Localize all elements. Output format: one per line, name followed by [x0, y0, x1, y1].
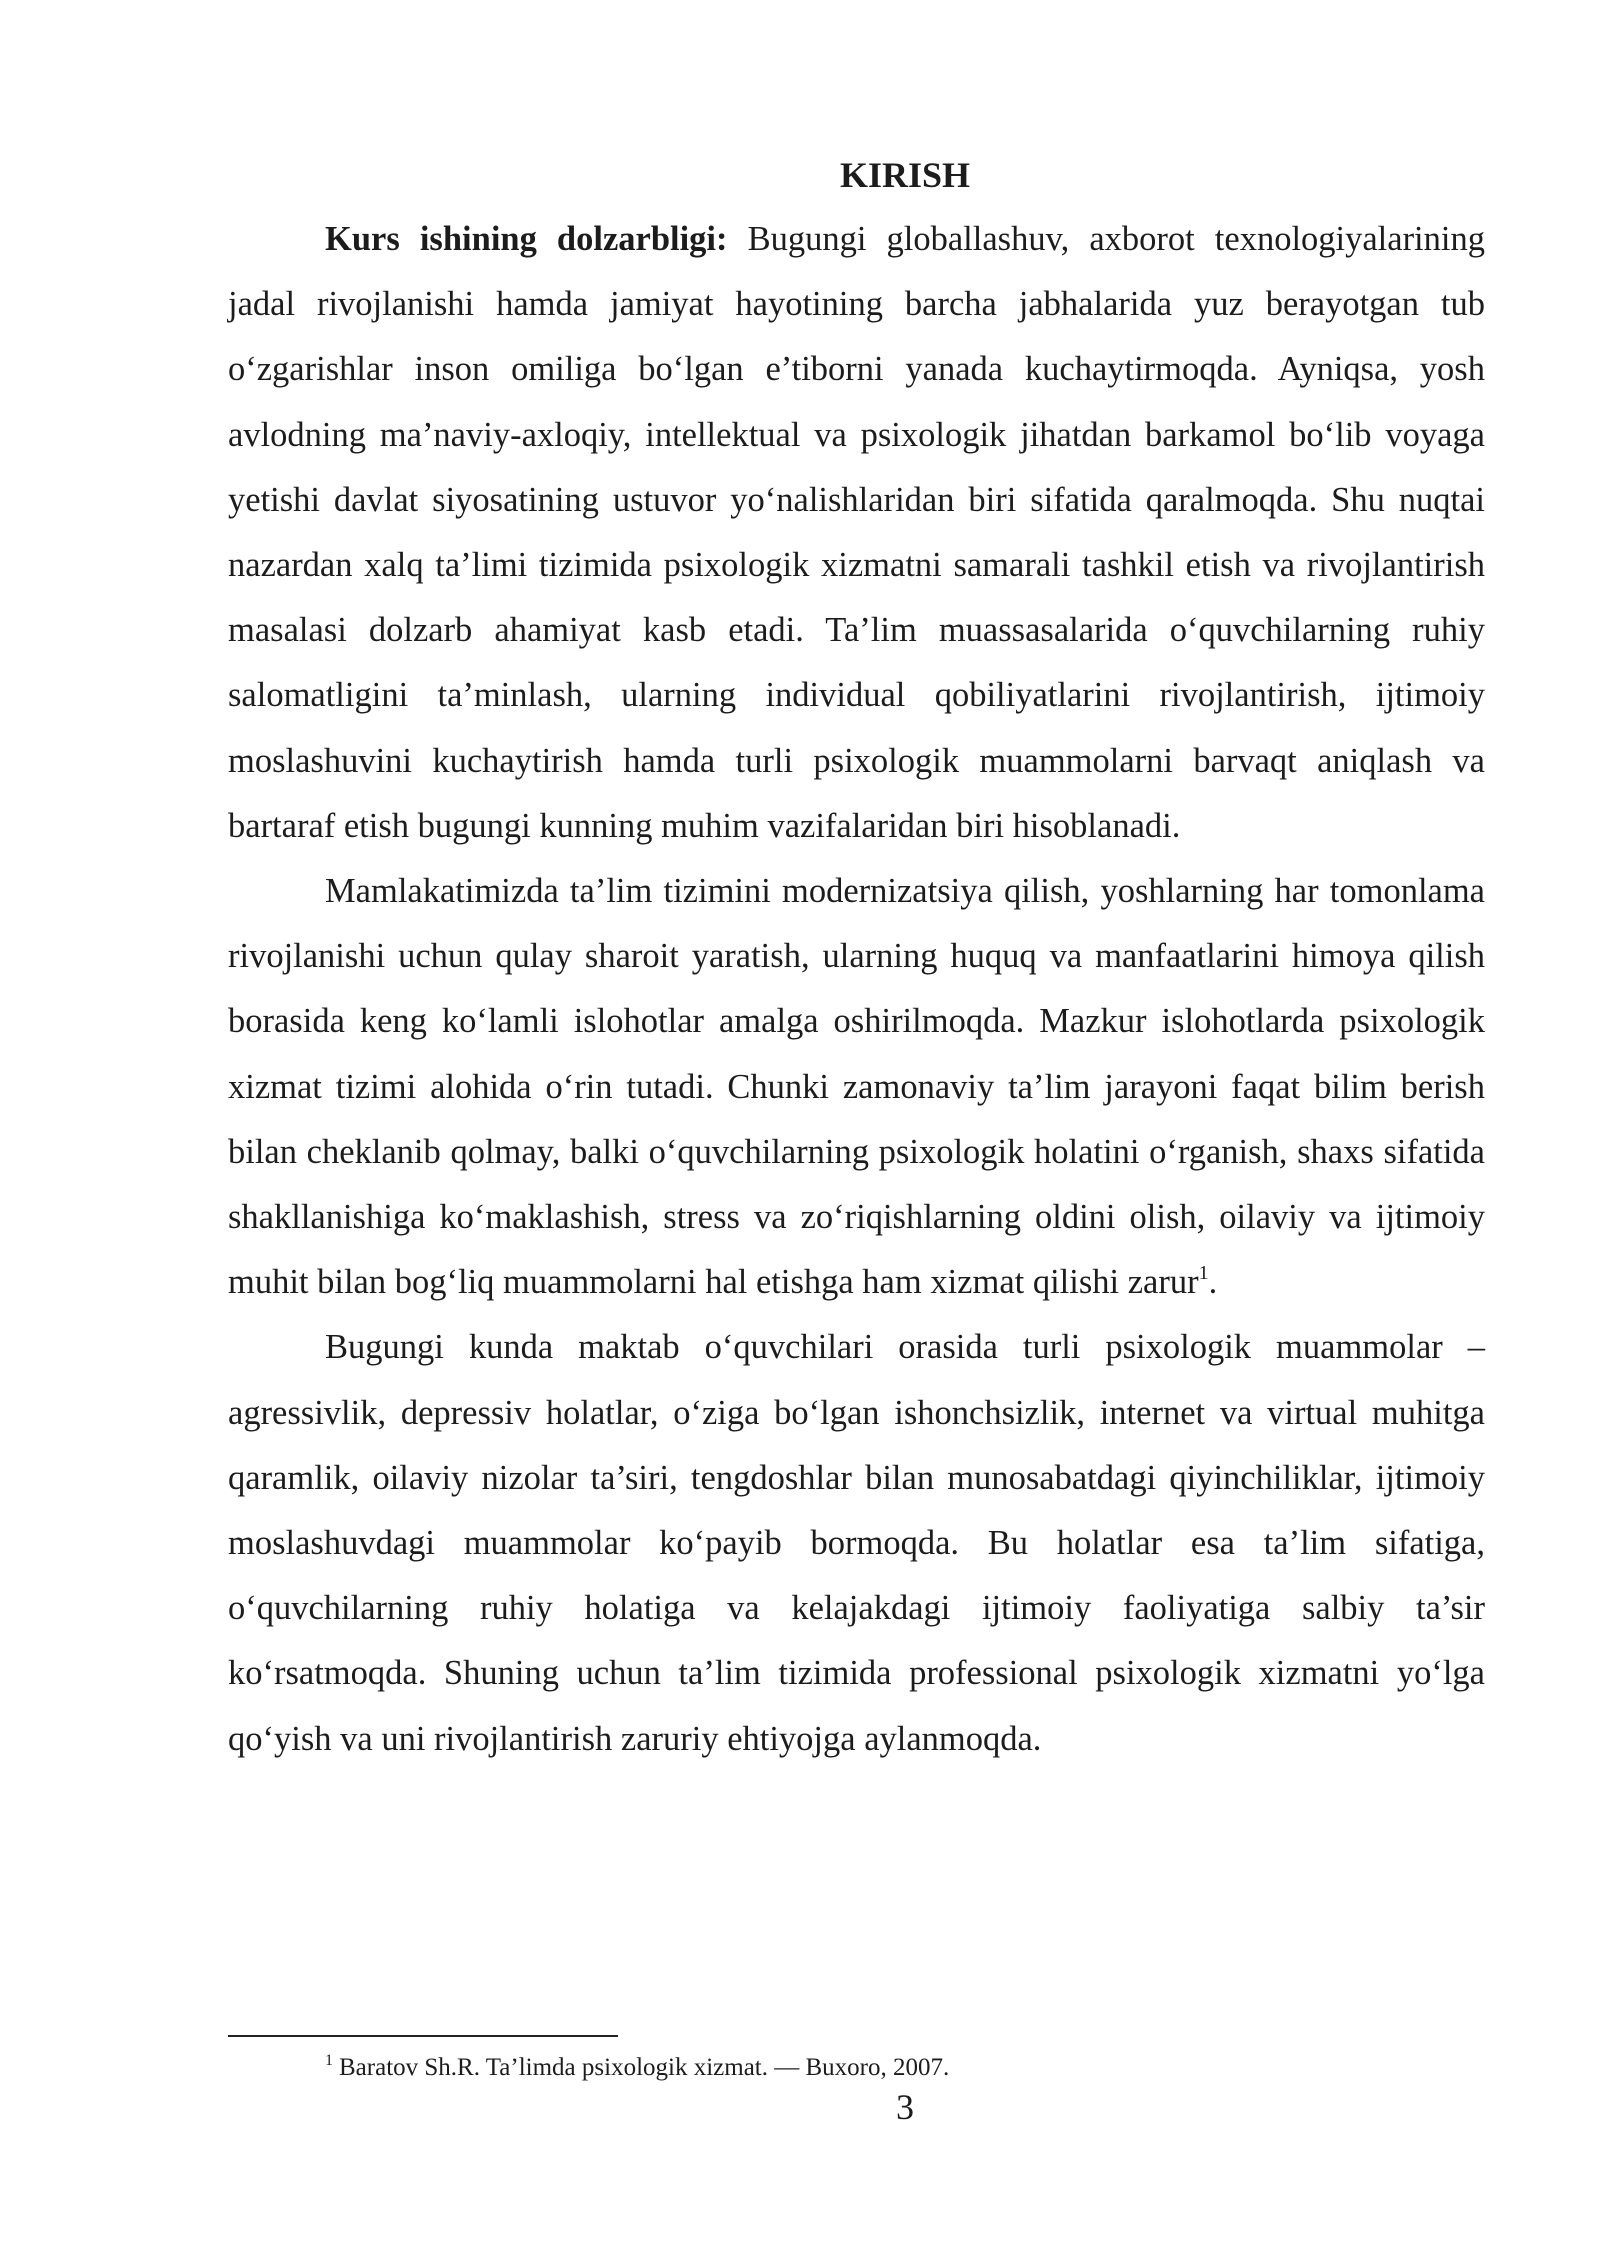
paragraph-reforms — [228, 859, 1485, 1315]
footnote-divider — [228, 2035, 618, 2037]
paragraph-text: Bugungi kunda maktab o‘quvchilari orasida turli psixologik muammolar – agressivlik, depressiv holatlar, o‘ziga bo‘lgan ishonchsizlik, internet va virtual muhitga qaramlik, oilaviy nizolar ta’siri, tengdoshlar bilan munosabatdagi qiyinchiliklar, ijtimoiy moslashuvdagi muammolar ko‘payib bormoqda. Bu holatlar esa ta’lim sifatiga, o‘quvchilarning ruhiy holatiga va kelajakdagi ijtimoiy faoliyatiga salbiy ta’sir ko‘rsatmoqda. Shuning uchun ta’lim tizimida professional psixologik xizmatni yo‘lga qo‘yish va uni rivojlantirish zaruriy ehtiyojga aylanmoqda. — [228, 1328, 1485, 1758]
paragraph-lead: Kurs ishining dolzarbligi: — [325, 220, 728, 258]
paragraph-problems — [228, 1315, 1485, 1771]
paragraph-text: Mamlakatimizda ta’lim tizimini modernizatsiya qilish, yoshlarning har tomonlama rivojlanishi uchun qulay sharoit yaratish, ularning huquq va manfaatlarini himoya qilish borasida keng ko‘lamli islohotlar amalga oshirilmoqda. Mazkur islohotlarda psixologik xizmat tizimi alohida o‘rin tutadi. Chunki zamonaviy ta’lim jarayoni faqat bilim berish bilan cheklanib qolmay, balki o‘quvchilarning psixologik holatini o‘rganish, shaxs sifatida shakllanishiga ko‘maklashish, stress va zo‘riqishlarning oldini olish, oilaviy va ijtimoiy muhit bilan bog‘liq muammolarni hal etishga ham xizmat qilishi zarur — [228, 872, 1485, 1302]
paragraph-text: Bugungi globallashuv, axborot texnologiyalarining jadal rivojlanishi hamda jamiyat hayotining barcha jabhalarida yuz berayotgan tub o‘zgarishlar inson omiliga bo‘lgan e’tiborni yanada kuchaytirmoqda. Ayniqsa, yosh avlodning ma’naviy-axloqiy, intellektual va psixologik jihatdan barkamol bo‘lib voyaga yetishi davlat siyosatining ustuvor yo‘nalishlaridan biri sifatida qaralmoqda. Shu nuqtai nazardan xalq ta’limi tizimida psixologik xizmatni samarali tashkil etish va rivojlantirish masalasi dolzarb ahamiyat kasb etadi. Ta’lim muassasalarida o‘quvchilarning ruhiy salomatligini ta’minlash, ularning individual qobiliyatlarini rivojlantirish, ijtimoiy moslashuvini kuchaytirish hamda turli psixologik muammolarni barvaqt aniqlash va bartaraf etish bugungi kunning muhim vazifalaridan biri hisoblanadi. — [228, 220, 1485, 845]
footnote-text: Baratov Sh.R. Ta’limda psixologik xizmat. — Buxoro, 2007. — [339, 2054, 950, 2081]
footnote-reference[interactable]: 1 — [1198, 1262, 1209, 1285]
body-text — [228, 207, 1485, 1772]
footnote — [325, 2050, 949, 2086]
paragraph-end: . — [1208, 1263, 1218, 1302]
footnote-number: 1 — [325, 2052, 333, 2069]
page-number: 3 — [896, 2087, 914, 2127]
paragraph-relevance — [228, 207, 1485, 859]
section-heading: KIRISH — [839, 155, 971, 195]
